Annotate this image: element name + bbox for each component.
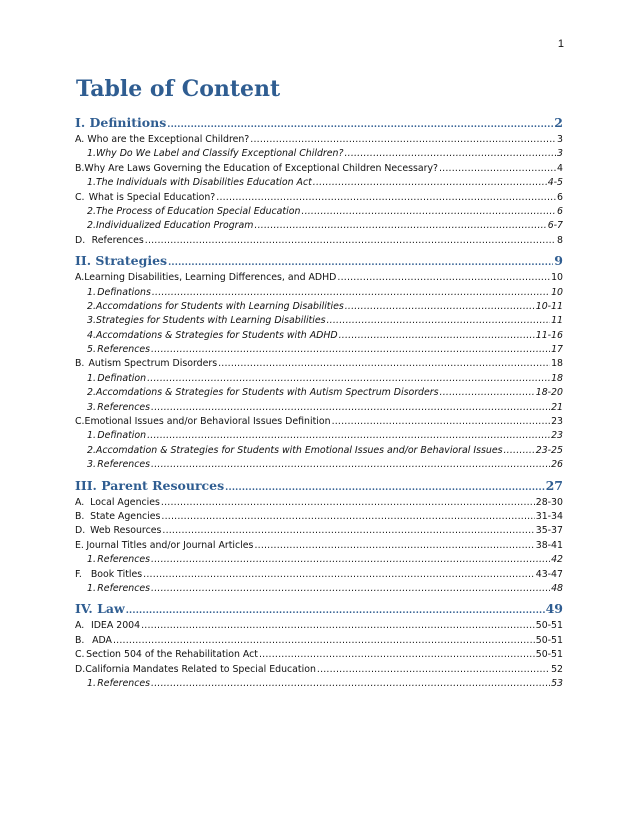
dot-leader [151, 677, 550, 691]
toc-entry-number: A. [75, 134, 85, 145]
toc-entry-label: California Mandates Related to Special Education [85, 663, 316, 675]
toc-entry-label: Autism Spectrum Disorders [88, 358, 218, 370]
toc-entry[interactable] [75, 191, 563, 205]
dot-leader [141, 619, 535, 633]
toc-entry-label: The Individuals with Disabilities Education Act [95, 177, 312, 189]
toc-entry-label: References [97, 401, 151, 413]
toc-entry-number: B. [75, 162, 85, 174]
toc-entry-page: 2 [554, 115, 563, 130]
dot-leader [254, 539, 534, 553]
dot-leader [151, 582, 550, 596]
toc-entry-label: Definations [97, 286, 151, 298]
toc-entry-number: 2. [87, 444, 96, 456]
toc-entry-page: 31-34 [535, 510, 563, 522]
toc-subentry[interactable] [75, 553, 563, 567]
toc-subentry[interactable] [75, 444, 563, 458]
toc-entry-label: What is Special Education? [88, 191, 216, 203]
dot-leader [317, 663, 550, 677]
toc-entry[interactable] [75, 162, 563, 176]
dot-leader [339, 329, 535, 343]
toc-entry-page: 48 [551, 582, 563, 594]
toc-entry-page: 50-51 [535, 634, 563, 646]
dot-leader [151, 553, 550, 567]
toc-entry-number: C. [75, 649, 85, 661]
toc-entry-number: 1. [87, 148, 96, 160]
toc-entry-label: Strategies for Students with Learning Disabilities [95, 315, 326, 327]
toc-entry-label: II. Strategies [75, 253, 168, 269]
toc-entry-label: Defination [97, 430, 147, 442]
dot-leader [161, 496, 535, 510]
toc-entry[interactable] [75, 133, 563, 147]
toc-section[interactable] [75, 598, 563, 619]
dot-leader [143, 568, 535, 582]
toc-entry-number: 1. [87, 582, 96, 594]
dot-leader [332, 415, 551, 429]
toc-entry-label: Who are the Exceptional Children? [87, 134, 250, 145]
dot-leader [147, 372, 550, 386]
toc-entry-label: Learning Disabilities, Learning Differences, and ADHD [84, 272, 337, 284]
toc-entry-page: 10 [551, 286, 563, 298]
toc-entry-page: 6 [557, 191, 563, 203]
toc-section[interactable] [75, 475, 563, 496]
toc-entry-label: Accomdations & Strategies for Students with ADHD [95, 329, 338, 341]
toc-entry-page: 9 [554, 253, 563, 269]
toc-entry-number: D. [75, 663, 86, 675]
dot-leader [259, 648, 535, 662]
toc-entry-page: 11-16 [535, 329, 563, 341]
toc-entry-label: Accomdations for Students with Learning Disabilities [95, 300, 344, 312]
toc-subentry[interactable] [75, 286, 563, 300]
toc-entry[interactable] [75, 539, 563, 553]
toc-subentry[interactable] [75, 329, 563, 343]
page-title: Table of Content [76, 76, 281, 102]
toc-entry-number: F. [75, 568, 82, 580]
toc-entry-label: References [97, 677, 151, 689]
toc-entry-number: D. [75, 525, 86, 537]
dot-leader [162, 524, 534, 538]
toc-entry-page: 3 [557, 148, 563, 160]
dot-leader [145, 234, 556, 248]
toc-entry-number: 1. [87, 677, 96, 689]
toc-entry-label: References [97, 582, 151, 594]
toc-subentry[interactable] [75, 582, 563, 596]
toc-entry-label: Web Resources [90, 525, 162, 537]
toc-entry-number: B. [75, 634, 85, 646]
dot-leader [439, 162, 556, 176]
toc-entry-label: Individualized Education Program [95, 220, 254, 232]
toc-entry-number: 1. [87, 430, 96, 442]
toc-section[interactable] [75, 250, 563, 271]
toc-subentry[interactable] [75, 314, 563, 328]
toc-entry-label: References [91, 234, 144, 246]
toc-entry-page: 28-30 [535, 496, 563, 508]
toc-entry-label: The Process of Education Special Education [95, 205, 301, 217]
dot-leader [254, 219, 546, 233]
dot-leader [301, 205, 556, 219]
toc-entry-label: Emotional Issues and/or Behavioral Issues Definition [84, 416, 331, 428]
toc-entry-page: 11 [551, 315, 563, 327]
toc-entry[interactable] [75, 568, 563, 582]
toc-entry-page: 10-11 [535, 300, 563, 312]
toc-entry-label: Why Do We Label and Classify Exceptional Children? [95, 148, 344, 160]
toc-entry-number: B. [75, 510, 85, 522]
toc-entry[interactable] [75, 510, 563, 524]
toc-entry-number: C. [75, 191, 85, 203]
toc-entry-page: 27 [545, 477, 563, 493]
toc-entry-number: A. [75, 272, 85, 284]
toc-entry[interactable] [75, 634, 563, 648]
toc-entry-label: IDEA 2004 [90, 620, 141, 632]
toc-entry-number: 5. [87, 344, 96, 356]
toc-subentry[interactable] [75, 176, 563, 190]
toc-entry-label: ADA [92, 634, 112, 646]
toc-entry-label: IV. Law [75, 601, 125, 617]
dot-leader [326, 314, 550, 328]
toc-subentry[interactable] [75, 372, 563, 386]
toc-entry-label: Local Agencies [90, 496, 160, 508]
toc-entry[interactable] [75, 357, 563, 371]
dot-leader [151, 401, 550, 415]
toc-subentry[interactable] [75, 386, 563, 400]
toc-entry-page: 6 [557, 205, 563, 217]
dot-leader [503, 444, 534, 458]
toc-entry-number: 1. [87, 177, 96, 189]
toc-entry-number: 1. [87, 372, 96, 384]
toc-entry-page: 35-37 [535, 525, 563, 537]
toc-section[interactable] [75, 112, 563, 133]
toc-entry-number: D. [75, 234, 86, 246]
toc-subentry[interactable] [75, 677, 563, 691]
toc-entry-page: 8 [557, 234, 563, 246]
toc-entry-number: 2. [87, 205, 96, 217]
toc-entry-number: 3. [87, 459, 96, 471]
toc-entry[interactable] [75, 496, 563, 510]
toc-entry-label: Section 504 of the Rehabilitation Act [86, 649, 258, 661]
toc-entry-page: 4 [557, 162, 563, 174]
toc-entry-page: 4-5 [547, 177, 563, 189]
toc-entry-label: Book Titles [90, 568, 143, 580]
toc-entry-label: State Agencies [90, 510, 161, 522]
dot-leader [250, 133, 556, 147]
toc-entry[interactable] [75, 663, 563, 677]
toc-entry-number: C. [75, 416, 85, 428]
toc-entry-page: 52 [551, 663, 563, 675]
toc-subentry[interactable] [75, 205, 563, 219]
toc-entry-page: 18 [551, 358, 563, 370]
dot-leader [337, 271, 550, 285]
toc-subentry[interactable] [75, 429, 563, 443]
toc-entry-number: B. [75, 358, 85, 370]
toc-entry-page: 38-41 [535, 539, 563, 551]
toc-entry[interactable] [75, 271, 563, 285]
toc-entry[interactable] [75, 524, 563, 538]
page-number: 1 [557, 38, 564, 50]
toc-entry-label: References [97, 459, 151, 471]
toc-entry-page: 23-25 [535, 444, 563, 456]
toc-entry-page: 17 [551, 344, 563, 356]
dot-leader [151, 458, 550, 472]
toc-entry-label: Accomdations & Strategies for Students with Autism Spectrum Disorders [95, 387, 439, 399]
toc-entry-page: 18-20 [535, 387, 563, 399]
dot-leader [216, 191, 556, 205]
toc-entry-number: 2. [87, 300, 96, 312]
toc-entry[interactable] [75, 619, 563, 633]
table-of-contents [75, 110, 563, 691]
toc-entry-number: 1. [87, 554, 96, 566]
toc-entry-number: 2. [87, 387, 96, 399]
toc-entry-label: Defination [97, 372, 147, 384]
toc-entry-number: A. [75, 620, 85, 632]
toc-entry-label: I. Definitions [75, 115, 167, 130]
toc-entry-number: E. [75, 539, 84, 551]
toc-entry-page: 6-7 [547, 220, 563, 232]
toc-entry-number: 3. [87, 315, 96, 327]
toc-entry-number: 2. [87, 220, 96, 232]
toc-entry-page: 26 [551, 459, 563, 471]
dot-leader [113, 634, 535, 648]
toc-entry-page: 21 [551, 401, 563, 413]
toc-entry-page: 3 [557, 134, 563, 145]
dot-leader [313, 176, 547, 190]
dot-leader [218, 357, 550, 371]
toc-entry[interactable] [75, 648, 563, 662]
toc-entry-page: 50-51 [535, 649, 563, 661]
toc-entry-number: 3. [87, 401, 96, 413]
toc-entry-number: 4. [87, 329, 96, 341]
toc-subentry[interactable] [75, 343, 563, 357]
dot-leader [152, 286, 550, 300]
toc-entry-page: 23 [551, 430, 563, 442]
dot-leader [345, 300, 535, 314]
toc-entry-label: Accomdation & Strategies for Students with Emotional Issues and/or Behavioral Issues [95, 444, 503, 456]
toc-entry-page: 53 [551, 677, 563, 689]
toc-entry-label: III. Parent Resources [75, 477, 225, 493]
toc-subentry[interactable] [75, 401, 563, 415]
toc-entry-number: 1. [87, 286, 96, 298]
toc-entry-label: References [97, 344, 151, 356]
toc-subentry[interactable] [75, 147, 563, 161]
toc-entry-page: 50-51 [535, 620, 563, 632]
toc-entry-page: 10 [551, 272, 563, 284]
toc-entry-page: 43-47 [535, 568, 563, 580]
dot-leader [344, 147, 556, 161]
dot-leader [161, 510, 534, 524]
toc-entry-number: A. [75, 496, 85, 508]
dot-leader [440, 386, 535, 400]
toc-entry-label: Why Are Laws Governing the Education of Exceptional Children Necessary? [84, 162, 438, 174]
toc-subentry[interactable] [75, 300, 563, 314]
toc-entry-page: 42 [551, 554, 563, 566]
toc-entry-label: Journal Titles and/or Journal Articles [86, 539, 254, 551]
toc-entry[interactable] [75, 234, 563, 248]
toc-entry-label: References [97, 554, 151, 566]
toc-entry-page: 49 [545, 601, 563, 617]
dot-leader [151, 343, 550, 357]
toc-entry-page: 18 [551, 372, 563, 384]
toc-subentry[interactable] [75, 458, 563, 472]
toc-entry-page: 23 [551, 416, 563, 428]
toc-subentry[interactable] [75, 219, 563, 233]
dot-leader [147, 429, 550, 443]
toc-entry[interactable] [75, 415, 563, 429]
